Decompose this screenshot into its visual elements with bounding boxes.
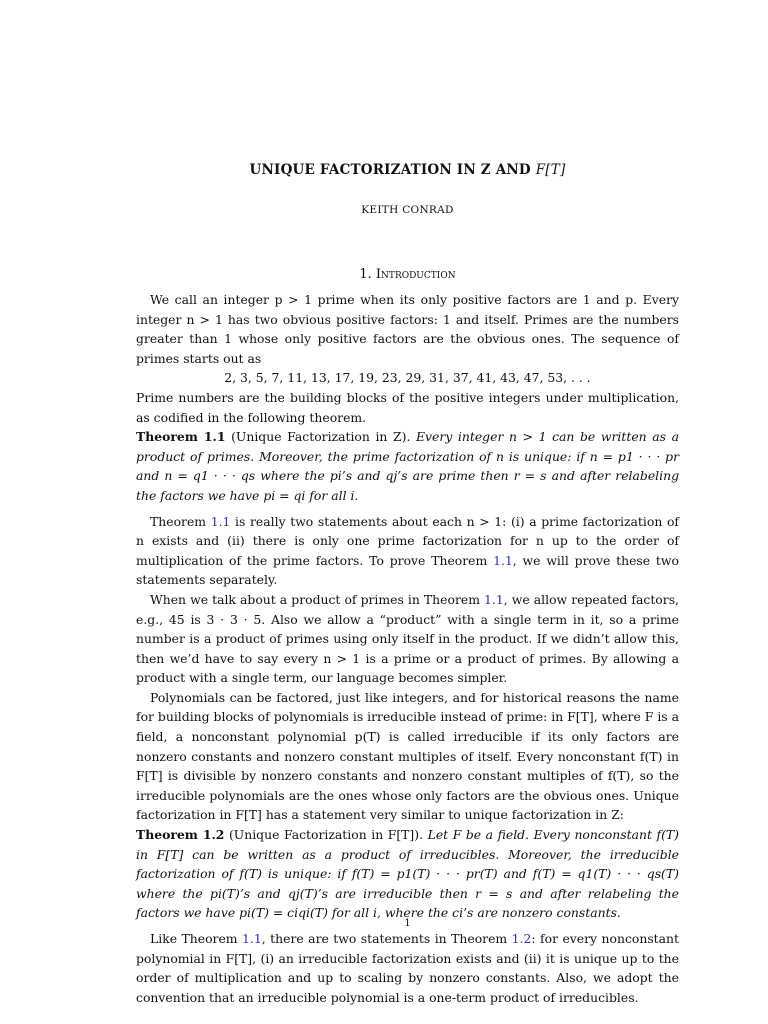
paper-body — [136, 290, 679, 1007]
paragraph-building-blocks: Prime numbers are the building blocks of the positive integers under multiplication, as codified in the following theorem. — [136, 389, 679, 425]
text-segment: , there are two statements in Theorem — [261, 931, 512, 946]
theorem-1-1-link[interactable]: 1.1 — [493, 552, 513, 568]
paragraph-primes-definition: We call an integer p > 1 prime when its only positive factors are 1 and p. Every integer n > 1 has two obvious positive factors: 1 and itself. Primes are the numbers greater than 1 whose only positive factors are the obvious ones. The sequence of primes starts out as — [136, 292, 679, 366]
text-segment: is really two statements about each n > 1: (i) a prime factorization of n exists and (ii) there is only one prime factorization for n up to the order of multiplication of the prime factors. To prove Theorem — [136, 513, 680, 568]
page-number: 1 — [404, 918, 411, 929]
paragraph-repeated-factors — [136, 590, 679, 688]
theorem-1-2 — [136, 825, 679, 923]
theorem-1-2-name: (Unique Factorization in F[T]). — [224, 827, 428, 843]
paragraph-two-statements — [136, 512, 679, 590]
theorem-1-2-label: Theorem 1.2 — [136, 827, 225, 843]
theorem-1-2-statement: Let F be a field. Every nonconstant f(T) in F[T] can be written as a product of irreducibles. Moreover, the irreducible factorization of f(T) is unique: if f(T) = p1(T) · · · pr(T) and f(T) = q1(T) · · · qs(T) where the pi(T)’s and qj(T)’s are irreducible then r = s and after relabeling the factors we have pi(T) = ciqi(T) for all i, where the ci’s are nonzero constants. — [136, 827, 680, 921]
text-segment: , we allow repeated factors, e.g., 45 is 3 · 3 · 5. Also we allow a “product” with a single term in it, so a prime number is a product of primes using only itself in the product. If we didn’t allow this, then we’d have to say every n > 1 is a prime or a product of primes. By allowing a product with a single term, our language becomes simpler. — [136, 591, 679, 686]
paragraph-like-theorem — [136, 929, 679, 1007]
section-heading-text: 1. Introduction — [359, 267, 456, 282]
paper-title-text: UNIQUE FACTORIZATION IN Z AND — [249, 162, 536, 178]
text-segment: When we talk about a product of primes in Theorem — [150, 591, 485, 607]
theorem-1-1-link[interactable]: 1.1 — [484, 591, 504, 607]
theorem-1-1-link[interactable]: 1.1 — [210, 513, 231, 529]
section-heading — [136, 267, 679, 282]
paper-title — [136, 162, 679, 178]
text-segment: : for every nonconstant polynomial in F[T], (i) an irreducible factorization exists and (ii) it is unique up to the order of multiplication and up to scaling by nonzero constants. Also, we adopt the convention that an irreducible polynomial is a one-term product of irreducibles. — [136, 931, 680, 1005]
paragraph-polynomials: Polynomials can be factored, just like integers, and for historical reasons the name for building blocks of polynomials is irreducible instead of prime: in F[T], where F is a field, a nonconstant polynomial p(T) is called irreducible if its only factors are nonzero constants and nonzero constant multiples of itself. Every nonconstant f(T) in F[T] is divisible by nonzero constants and nonzero constant multiples of f(T), so the irreducible polynomials are the ones whose only factors are the obvious ones. Unique factorization in F[T] has a statement very similar to unique factorization in Z: — [136, 689, 679, 823]
text-segment: , we will prove these two statements separately. — [136, 552, 679, 588]
paper-title-math: F[T] — [535, 162, 566, 178]
theorem-1-1-name: (Unique Factorization in Z). — [225, 429, 417, 445]
text-segment: Like Theorem — [150, 931, 243, 946]
theorem-1-1 — [136, 427, 679, 505]
theorem-1-1-link[interactable]: 1.1 — [242, 931, 262, 946]
text-segment: Theorem — [150, 513, 211, 529]
paper-author: KEITH CONRAD — [361, 204, 454, 216]
theorem-1-1-statement: Every integer n > 1 can be written as a product of primes. Moreover, the prime factorization of n is unique: if n = p1 · · · pr and n = q1 · · · qs where the pi’s and qj’s are prime then r = s and after relabeling the factors we have pi = qi for all i. — [136, 429, 679, 503]
theorem-1-1-label: Theorem 1.1 — [136, 429, 226, 445]
primes-sequence-display: 2, 3, 5, 7, 11, 13, 17, 19, 23, 29, 31, 37, 41, 43, 47, 53, . . . — [224, 370, 591, 386]
theorem-1-2-link[interactable]: 1.2 — [511, 931, 532, 946]
paper-page — [136, 0, 679, 1024]
